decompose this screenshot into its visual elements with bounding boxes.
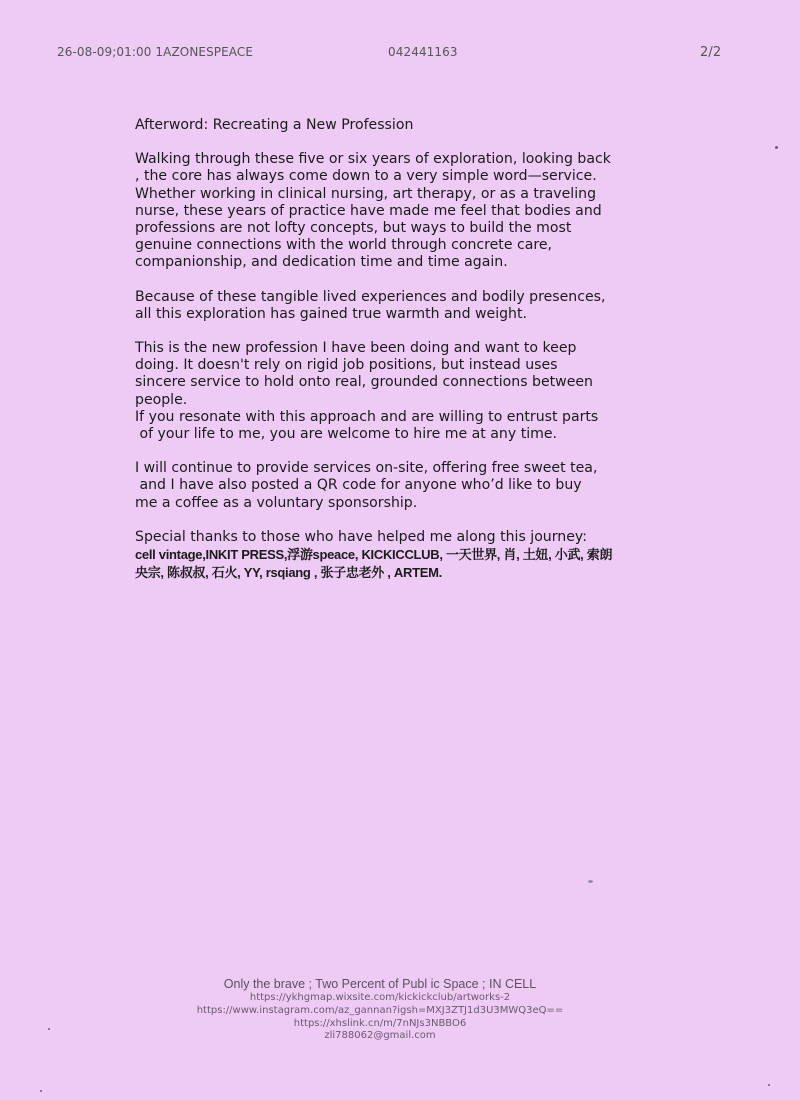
paragraph-sweet-tea: I will continue to provide services on-site, offering free sweet tea, and I have also posted a QR code for anyone who’d like to buy me a coffee as a voluntary sponsorship. <box>135 460 598 511</box>
scan-speck <box>588 880 593 883</box>
footer-link-wixsite[interactable]: https://ykhgmap.wixsite.com/kickickclub/artworks-2 <box>249 992 511 1003</box>
scan-speck <box>775 146 778 149</box>
footer-link-instagram[interactable]: https://www.instagram.com/az_gannan?igsh=MXJ3ZTJ1d3U3MWQ3eQ== <box>196 1004 564 1016</box>
footer <box>170 977 590 1043</box>
fax-header-number: 042441163 <box>388 45 458 59</box>
thanks-names-list: cell vintage,INKIT PRESS,浮游speace, KICKICCLUB, 一天世界, 肖, 土妞, 小武, 索朗 央宗, 陈叔叔, 石火, YY, rsqiang , 张子忠老外 , ARTEM. <box>135 547 613 580</box>
paragraph-core-service: Walking through these five or six years of exploration, looking back , the core has always come down to a very simple word—service. Whether working in clinical nursing, art therapy, or as a traveling nurse, these years of practice have made me feel that bodies and professions are not lofty concepts, but ways to build the most genuine connections with the world through concrete care, companionship, and dedication time and time again. <box>135 151 611 271</box>
article-title: Afterword: Recreating a New Profession <box>135 117 414 133</box>
thanks-intro: Special thanks to those who have helped me along this journey: <box>135 528 587 545</box>
footer-link-xhslink[interactable]: https://xhslink.cn/m/7nNJs3NBBO6 <box>293 1017 467 1029</box>
scan-speck <box>48 1028 50 1030</box>
footer-email[interactable]: zli788062@gmail.com <box>324 1030 436 1042</box>
paragraph-new-profession: This is the new profession I have been doing and want to keep doing. It doesn't rely on rigid job positions, but instead uses sincere service to hold onto real, grounded connections between people. <box>135 340 593 408</box>
page-number: 2/2 <box>700 45 722 60</box>
paragraph-lived-experience: Because of these tangible lived experiences and bodily presences, all this exploration has gained true warmth and weight. <box>135 288 606 322</box>
fax-header-sender: 26-08-09;01:00 1AZONESPEACE <box>57 45 254 59</box>
scan-speck <box>768 1084 770 1086</box>
scan-speck <box>40 1090 42 1092</box>
footer-title: Only the brave ; Two Percent of Publ ic Space ; IN CELL <box>223 977 537 991</box>
article-body <box>135 117 655 581</box>
paragraph-hire-me: If you resonate with this approach and are willing to entrust parts of your life to me, you are welcome to hire me at any time. <box>135 408 599 443</box>
